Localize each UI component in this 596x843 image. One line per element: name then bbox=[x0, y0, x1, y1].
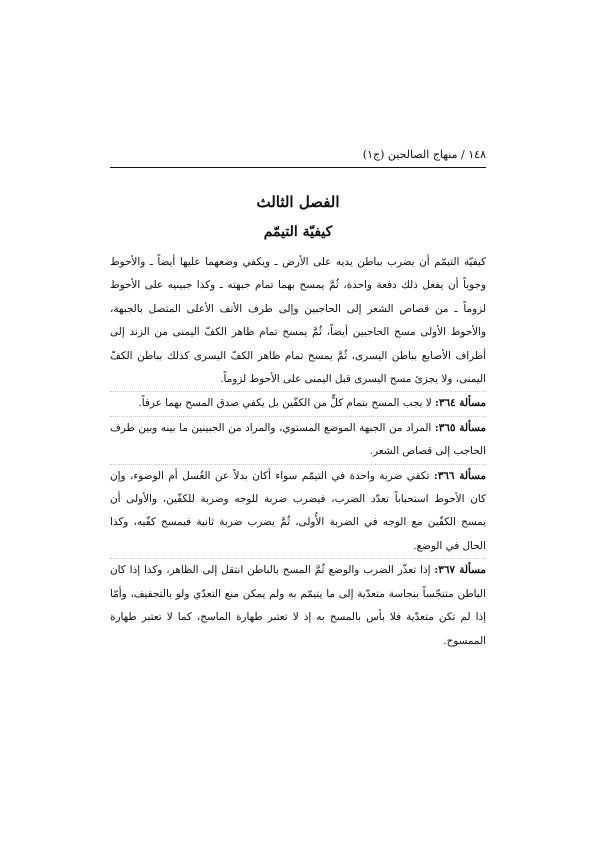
issue-label: مسألة ٣٦٤: bbox=[435, 397, 486, 410]
body-text bbox=[110, 251, 486, 653]
issue-label: مسألة ٣٦٥: bbox=[434, 421, 486, 434]
issue-label: مسألة ٣٦٦: bbox=[433, 469, 486, 482]
issue-text: إذا تعذّر الضرب والوضع ثُمَّ المسح بالباطن انتقل إلى الظاهر، وكذا إذا كان الباطن متنجّساً بنجاسة متعدّية إلى ما يتيمّم به ولم يمكن منع التعدّي ولو بالتجفيف، وأمّا إذا لم تكن متعدّية فلا بأس بالمسح به إذ لا تعتبر طهارة الماسح، كما لا تعتبر طهارة الممسوح. bbox=[110, 564, 486, 647]
intro-paragraph: كيفيّة التيمّم أن يضرب بباطن يديه على الأرض ـ ويكفي وضعهما عليها أيضاً ـ والأحوط وجوباً أن يفعل ذلك دفعة واحدة، ثُمَّ يمسح بهما تمام جبهته ـ وكذا جبينيه على الأحوط لزوماً ـ من قصاص الشعر إلى الحاجبين وإلى طرف الأنف الأعلى المتصل بالجبهة، والأحوط الأولى مسح الحاجبين أيضاً، ثُمَّ يمسح تمام ظاهر الكفّ اليمنى من الزند إلى أطراف الأصابع بباطن اليسرى، ثُمَّ يمسح تمام ظاهر الكفّ اليسرى كذلك بباطن الكفّ اليمنى، ولا يجزئ مسح اليسرى قبل اليمنى على الأحوط لزوماً. bbox=[110, 256, 486, 386]
issue-paragraph-364 bbox=[110, 391, 486, 415]
issue-label: مسألة ٣٦٧: bbox=[434, 564, 486, 577]
issue-text: تكفي ضربة واحدة في التيمّم سواء أكان بدلاً عن الغُسل أم الوضوء، وإن كان الأحوط استحباباً تعدّد الضرب، فيضرب ضربة للوجه وضربة للكفّين، والأولى أن يمسح الكفّين مع الوجه في الضربة الأُولى، ثُمَّ يضرب ضربة ثانية فيمسح كفّيه، وكذا الحال في الوضع. bbox=[110, 469, 486, 552]
document-page bbox=[110, 148, 486, 653]
chapter-title: الفصل الثالث bbox=[256, 193, 340, 211]
running-header: ١٤٨ / منهاج الصالحين (ج١) bbox=[110, 148, 486, 168]
issue-text: المراد من الجبهة الموضع المستوي، والمراد من الجبينين ما بينه وبين طرف الحاجب إلى قصاص الشعر. bbox=[110, 421, 486, 458]
issue-text: لا يجب المسح بتمام كلٍّ من الكفّين بل يكفي صدق المسح بهما عرفاً. bbox=[138, 397, 436, 410]
issue-paragraph-366 bbox=[110, 464, 486, 559]
issue-paragraph-365 bbox=[110, 416, 486, 464]
section-title: كيفيّة التيمّم bbox=[263, 224, 333, 240]
issue-paragraph-367 bbox=[110, 558, 486, 653]
